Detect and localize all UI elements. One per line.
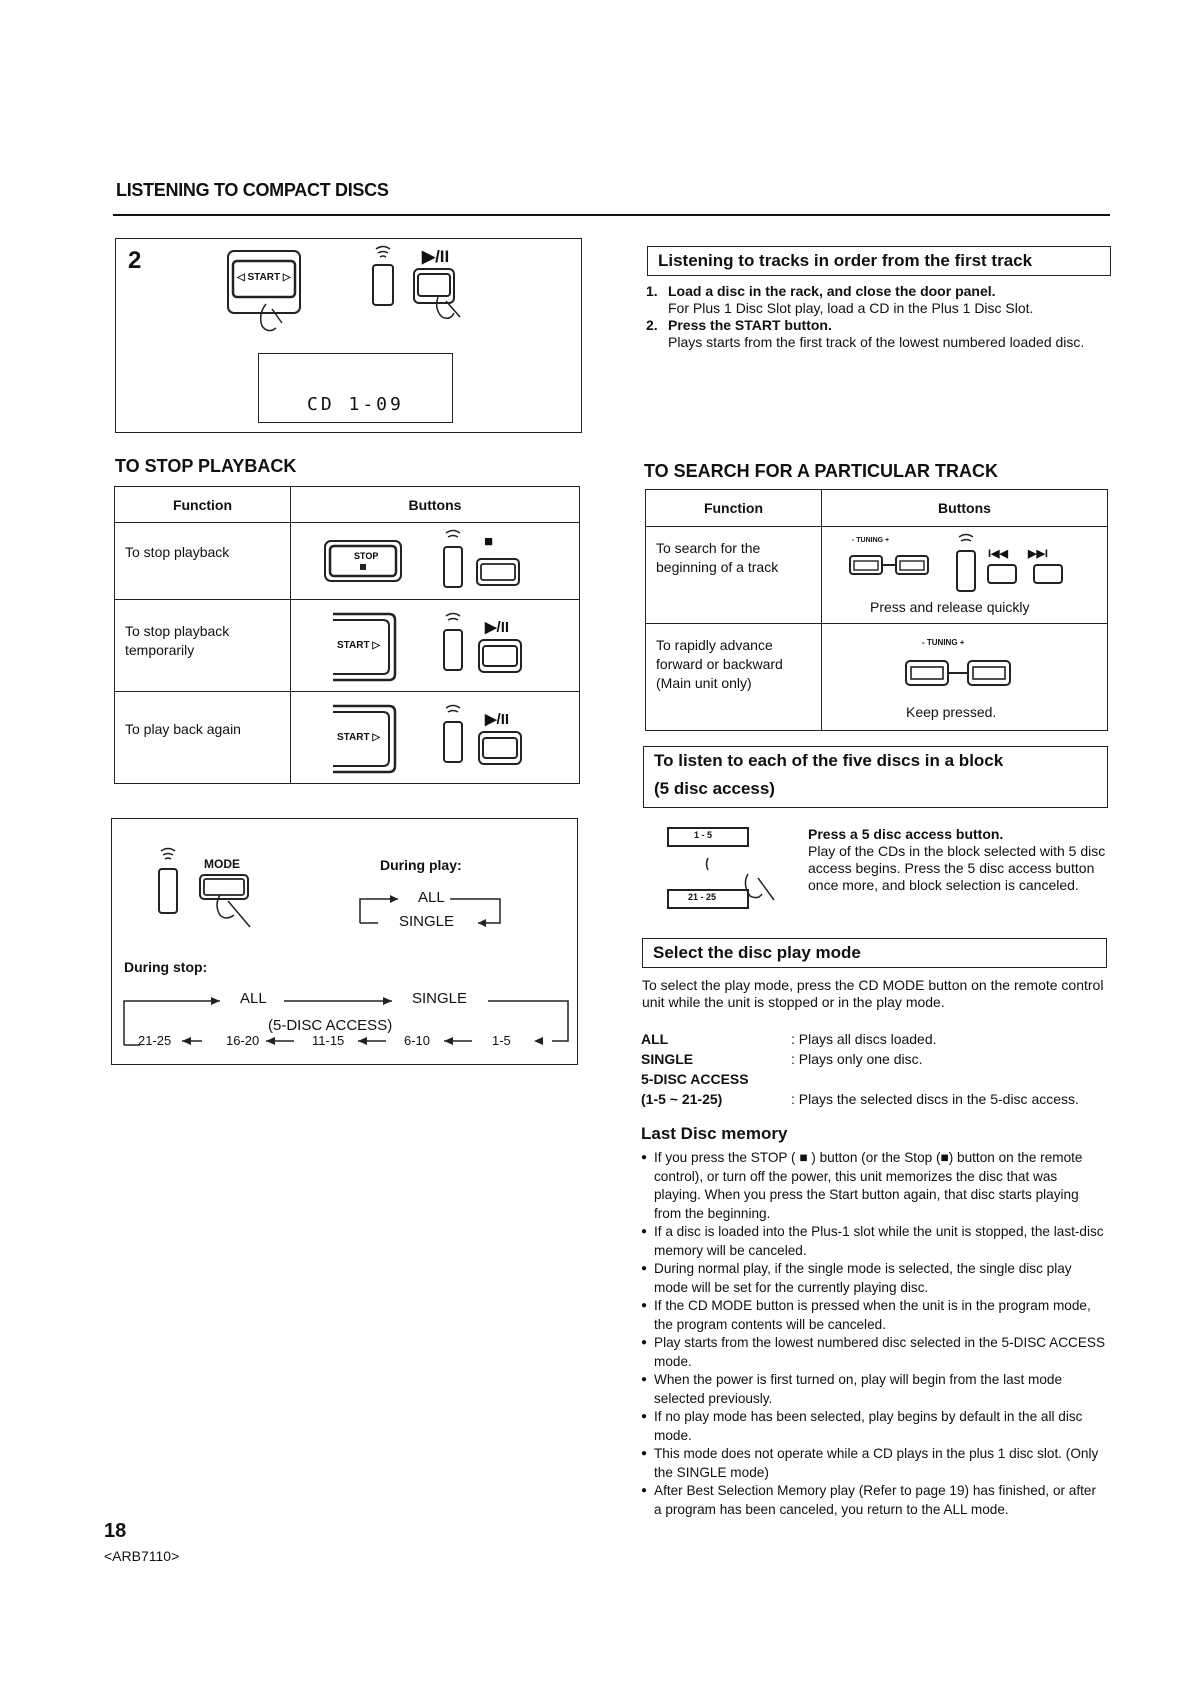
first-track-title: Listening to tracks in order from the first track [658,251,1033,270]
tuning-label: - TUNING + [922,638,965,647]
search-col-buttons: Buttons [822,490,1108,527]
table-row [115,692,580,784]
list-item: ● If you press the STOP ( ■ ) button (or the Stop (■) button on the remote control), or turn off the power, this unit memorizes the disc that was playing. When you press the Start button again, that disc starts playing from the beginning. [641,1149,1107,1223]
block-label: 21-25 [138,1033,172,1048]
play-pause-symbol: ▶/II [422,247,450,266]
list-item: ● This mode does not operate while a CD plays in the plus 1 disc slot. (Only the SINGLE mode) [641,1445,1107,1482]
mode-panel [111,818,578,1065]
remote-play-pause-symbol: ▶/II [485,711,510,728]
start-button-illustration [226,249,306,339]
remote-icon [954,531,978,593]
last-disc-title: Last Disc memory [641,1124,788,1143]
table-row [115,600,580,692]
mode-name: ALL [641,1031,669,1047]
step-bold: Press the START button. [668,317,832,333]
play-mode-intro: To select the play mode, press the CD MODE button on the remote control unit while the unit is stopped or in the play mode. [642,977,1104,1010]
remote-icon [441,527,465,591]
remote-play-pause-symbol: ▶/II [485,619,510,636]
step-num: 1. [646,283,658,299]
mode-desc: : Plays only one disc. [791,1051,923,1067]
disc-access-button-bottom[interactable]: 21 - 25 [688,892,717,902]
five-disc-buttons-illustration [666,824,796,920]
skip-buttons [986,563,1066,585]
play-mode-title: Select the disc play mode [653,943,861,962]
table-row [646,527,1108,624]
play-mode-header-box [642,938,1107,968]
five-disc-title-line1: To listen to each of the five discs in a block [654,751,1004,770]
play-pause-button-illustration [412,267,472,327]
stop-button-illustration [323,539,403,583]
five-disc-desc: Play of the CDs in the block selected with 5 disc access begins. Press the 5 disc access button once more, and block selection is canceled. [808,843,1106,893]
search-table [645,489,1108,731]
skip-forward-symbol: ▶▶I [1028,548,1048,560]
start-button-label: START ▷ [337,732,381,743]
list-item: ● After Best Selection Memory play (Refer to page 19) has finished, or after a program has been canceled, you return to the ALL mode. [641,1482,1107,1519]
mode-desc: : Plays all discs loaded. [791,1031,937,1047]
mode-list [641,1031,1111,1111]
tuning-buttons [904,658,1014,688]
step-text: Plays starts from the first track of the lowest numbered loaded disc. [668,334,1085,350]
block-label: 11-15 [312,1033,345,1048]
play-single-label: SINGLE [399,913,455,930]
display-panel [258,353,453,423]
tuning-buttons [848,553,932,577]
start-button-label: START ▷ [337,640,381,651]
display-readout: CD 1-09 [307,394,404,415]
skip-back-symbol: I◀◀ [988,548,1008,560]
block-label: 16-20 [226,1033,260,1048]
disc-access-label: (5-DISC ACCESS) [268,1017,393,1034]
stop-all-label: ALL [240,990,267,1007]
header-rule [113,214,1110,216]
list-item: ● If the CD MODE button is pressed when the unit is in the program mode, the program contents will be canceled. [641,1297,1107,1334]
first-track-steps [646,283,1116,351]
remote-stop-button [475,557,521,587]
list-item: ● Play starts from the lowest numbered disc selected in the 5-DISC ACCESS mode. [641,1334,1107,1371]
remote-icon [370,243,396,309]
disc-access-button-top[interactable]: 1 - 5 [694,830,713,840]
block-label: 1-5 [492,1033,511,1048]
stop-col-buttons: Buttons [291,487,580,523]
step-num: 2. [646,317,658,333]
step-number: 2 [128,247,142,274]
first-track-header-box [647,246,1111,276]
mode-desc: : Plays the selected discs in the 5-disc access. [791,1091,1079,1107]
stop-table [114,486,580,784]
remote-play-pause-button [477,730,523,766]
search-section-title: TO SEARCH FOR A PARTICULAR TRACK [644,461,998,481]
five-disc-title-line2: (5 disc access) [654,779,775,798]
svg-text:STOP: STOP [354,551,379,561]
during-play-label: During play: [380,857,462,873]
stop-col-function: Function [115,487,291,523]
start-button-label[interactable]: ◁ START ▷ [237,272,291,283]
press-release-caption: Press and release quickly [870,599,1030,615]
remote-stop-symbol: ■ [484,533,494,550]
play-all-label: ALL [418,889,445,906]
search-row-function: To search for the beginning of a track [646,527,822,624]
tuning-label: - TUNING + [852,537,890,544]
stop-single-label: SINGLE [412,990,468,1007]
stop-row-function: To stop playback [115,523,291,600]
page-number: 18 [104,1520,127,1542]
stop-row-function: To play back again [115,692,291,784]
search-col-function: Function [646,490,822,527]
during-stop-label: During stop: [124,959,208,975]
stop-section-title: TO STOP PLAYBACK [115,456,297,476]
five-disc-bold: Press a 5 disc access button. [808,826,1004,842]
list-item: ● If no play mode has been selected, play begins by default in the all disc mode. [641,1408,1107,1445]
mode-name: SINGLE [641,1051,694,1067]
keep-pressed-caption: Keep pressed. [906,704,997,720]
list-item: ● During normal play, if the single mode is selected, the single disc play mode will be set for the currently playing disc. [641,1260,1107,1297]
table-row [115,523,580,600]
block-label: 6-10 [404,1033,431,1048]
mode-name: (1-5 ~ 21-25) [641,1091,723,1107]
remote-play-pause-button [477,638,523,674]
search-row-function: To rapidly advance forward or backward (Main unit only) [646,624,822,731]
remote-icon [156,845,180,917]
step-text: For Plus 1 Disc Slot play, load a CD in the Plus 1 Disc Slot. [668,300,1034,316]
step-bold: Load a disc in the rack, and close the door panel. [668,283,996,299]
step2-panel [115,238,582,433]
list-item: ● If a disc is loaded into the Plus-1 slot while the unit is stopped, the last-disc memory will be canceled. [641,1223,1107,1260]
list-item: ● When the power is first turned on, play will begin from the last mode selected previously. [641,1371,1107,1408]
remote-icon [441,702,465,766]
last-disc-bullets [641,1149,1107,1519]
stop-row-function: To stop playback temporarily [115,600,291,692]
page-header-title: LISTENING TO COMPACT DISCS [116,180,389,200]
five-disc-header-box [643,746,1108,808]
mode-button-label: MODE [204,857,240,871]
mode-name: 5-DISC ACCESS [641,1071,749,1087]
mode-button-illustration[interactable] [198,873,268,933]
five-disc-text [808,826,1108,894]
table-row [646,624,1108,731]
model-code: <ARB7110> [104,1548,180,1564]
remote-icon [441,610,465,674]
